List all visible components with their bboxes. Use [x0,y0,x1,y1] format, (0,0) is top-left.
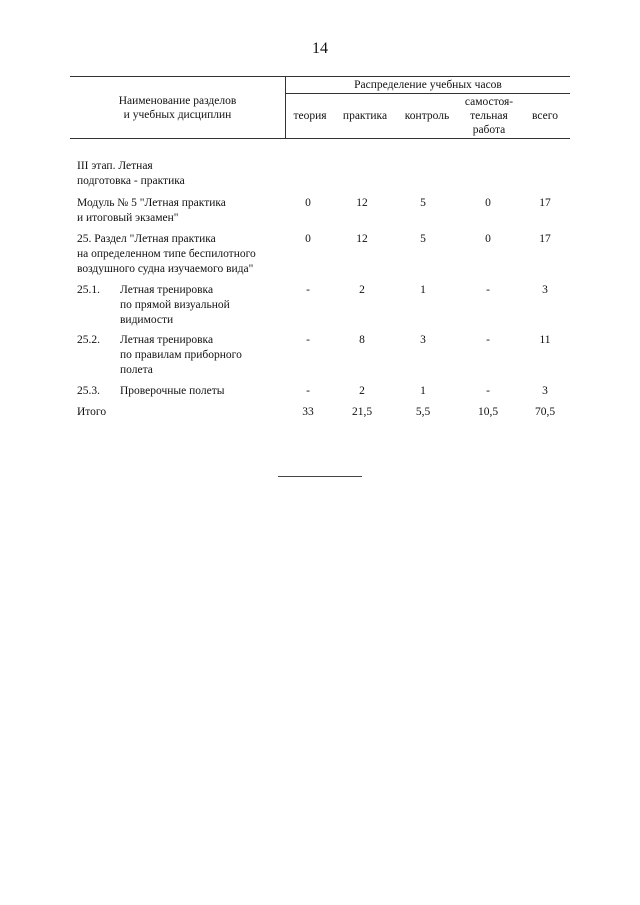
header-group-title: Распределение учебных часов [354,79,502,91]
cell-theory: - [306,385,310,397]
cell-theory: 33 [302,406,314,418]
row-number: 25.2. [77,334,100,346]
row-label: III этап. Летная подготовка - практика [77,160,185,187]
cell-self-study: - [486,385,490,397]
cell-total: 3 [542,385,548,397]
cell-self-study: - [486,334,490,346]
cell-total: 17 [539,197,551,209]
page-number: 14 [312,40,328,57]
cell-control: 3 [420,334,426,346]
cell-practice: 12 [356,233,368,245]
table-header [70,76,570,139]
row-label: Модуль № 5 "Летная практика и итоговый экзамен" [77,197,226,224]
cell-control: 5 [420,197,426,209]
cell-total: 3 [542,284,548,296]
row-label: 25. Раздел "Летная практика на определенном типе беспилотного воздушного судна изучаемого вида" [77,233,256,275]
cell-theory: 0 [305,197,311,209]
cell-practice: 21,5 [351,406,373,418]
header-col-practice: практика [342,109,388,122]
row-label: Проверочные полеты [120,385,225,397]
row-label: Летная тренировка по правилам приборного полета [120,334,242,376]
cell-practice: 2 [359,385,365,397]
cell-control: 1 [420,284,426,296]
header-col-self-study: самостоя- тельная работа [464,95,514,136]
cell-self-study: - [486,284,490,296]
cell-total: 17 [539,233,551,245]
cell-theory: - [306,284,310,296]
cell-control: 1 [420,385,426,397]
cell-practice: 8 [359,334,365,346]
header-col-theory: теория [293,109,327,122]
cell-self-study: 0 [485,233,491,245]
cell-self-study: 10,5 [477,406,499,418]
cell-control: 5 [420,233,426,245]
row-label: Летная тренировка по прямой визуальной видимости [120,284,230,326]
cell-theory: - [306,334,310,346]
header-name-column: Наименование разделов и учебных дисциплин [118,94,237,121]
cell-total: 11 [539,334,551,346]
cell-practice: 12 [356,197,368,209]
row-number: 25.1. [77,284,100,296]
row-label: Итого [77,406,107,418]
cell-self-study: 0 [485,197,491,209]
footer-divider [278,476,362,477]
header-col-control: контроль [404,109,450,122]
cell-control: 5,5 [415,406,431,418]
header-col-total: всего [532,109,558,122]
cell-total: 70,5 [534,406,556,418]
row-number: 25.3. [77,385,100,397]
cell-practice: 2 [359,284,365,296]
cell-theory: 0 [305,233,311,245]
